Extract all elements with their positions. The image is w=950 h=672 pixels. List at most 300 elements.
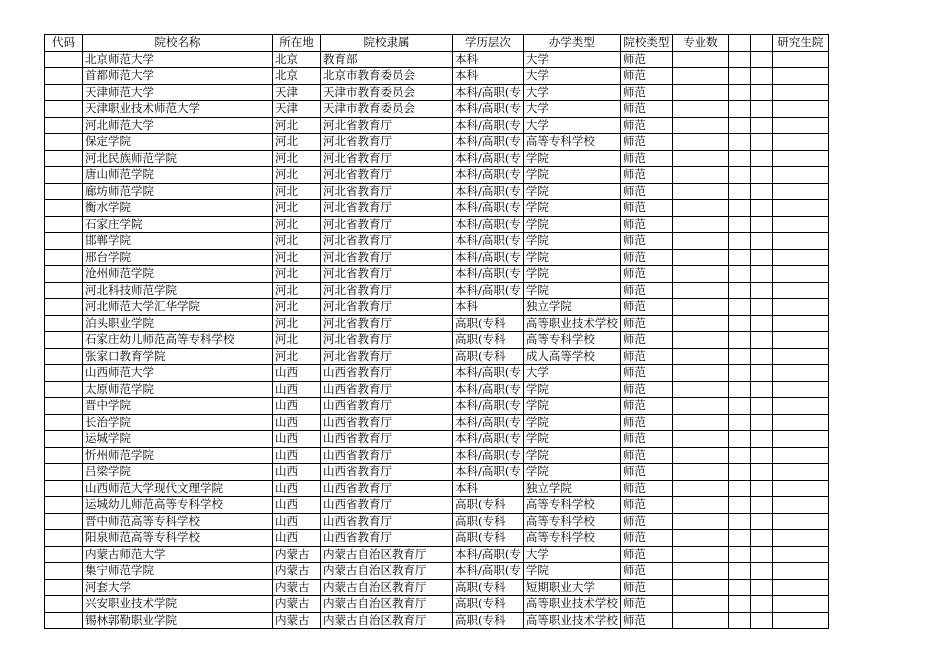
table-cell[interactable] <box>273 332 321 349</box>
table-cell[interactable] <box>750 365 772 382</box>
table-cell[interactable] <box>672 612 728 629</box>
header-cell[interactable]: 学历层次 <box>453 35 524 52</box>
table-cell[interactable] <box>672 249 728 266</box>
table-cell[interactable] <box>453 150 524 167</box>
table-cell[interactable] <box>453 381 524 398</box>
table-cell[interactable] <box>523 134 620 151</box>
table-cell[interactable] <box>83 546 273 563</box>
table-cell[interactable] <box>772 447 828 464</box>
table-cell[interactable] <box>45 464 83 481</box>
table-cell[interactable] <box>620 266 672 283</box>
header-cell[interactable]: 代码 <box>45 35 83 52</box>
table-cell[interactable] <box>83 101 273 118</box>
table-cell[interactable] <box>672 579 728 596</box>
table-cell[interactable] <box>83 365 273 382</box>
table-cell[interactable] <box>273 464 321 481</box>
table-cell[interactable] <box>523 68 620 85</box>
table-cell[interactable] <box>83 51 273 68</box>
table-cell[interactable] <box>772 68 828 85</box>
table-cell[interactable] <box>321 266 453 283</box>
table-cell[interactable] <box>672 497 728 514</box>
table-cell[interactable] <box>750 183 772 200</box>
table-cell[interactable] <box>523 596 620 613</box>
table-cell[interactable] <box>620 249 672 266</box>
table-cell[interactable] <box>523 101 620 118</box>
table-cell[interactable] <box>523 332 620 349</box>
table-cell[interactable] <box>772 414 828 431</box>
table-cell[interactable] <box>620 150 672 167</box>
table-cell[interactable] <box>321 464 453 481</box>
table-cell[interactable] <box>523 464 620 481</box>
table-cell[interactable] <box>620 381 672 398</box>
table-cell[interactable] <box>620 332 672 349</box>
table-cell[interactable] <box>750 101 772 118</box>
table-cell[interactable] <box>728 365 750 382</box>
table-cell[interactable] <box>672 150 728 167</box>
table-cell[interactable] <box>83 233 273 250</box>
table-cell[interactable] <box>750 398 772 415</box>
table-cell[interactable] <box>273 497 321 514</box>
table-cell[interactable] <box>453 84 524 101</box>
table-cell[interactable] <box>83 398 273 415</box>
table-cell[interactable] <box>523 150 620 167</box>
table-cell[interactable] <box>273 480 321 497</box>
table-cell[interactable] <box>83 84 273 101</box>
table-cell[interactable] <box>750 266 772 283</box>
table-cell[interactable] <box>453 596 524 613</box>
table-cell[interactable] <box>750 134 772 151</box>
table-cell[interactable] <box>273 101 321 118</box>
table-cell[interactable] <box>728 282 750 299</box>
table-cell[interactable] <box>453 497 524 514</box>
table-cell[interactable] <box>273 183 321 200</box>
table-cell[interactable] <box>672 134 728 151</box>
table-cell[interactable] <box>83 530 273 547</box>
table-cell[interactable] <box>453 414 524 431</box>
table-cell[interactable] <box>750 596 772 613</box>
table-cell[interactable] <box>728 315 750 332</box>
table-cell[interactable] <box>750 282 772 299</box>
table-cell[interactable] <box>750 447 772 464</box>
table-cell[interactable] <box>672 68 728 85</box>
table-cell[interactable] <box>523 546 620 563</box>
table-cell[interactable] <box>273 315 321 332</box>
table-cell[interactable] <box>453 563 524 580</box>
table-cell[interactable] <box>620 398 672 415</box>
table-cell[interactable] <box>273 513 321 530</box>
table-cell[interactable] <box>523 381 620 398</box>
table-cell[interactable] <box>523 200 620 217</box>
table-cell[interactable] <box>45 266 83 283</box>
table-cell[interactable] <box>620 612 672 629</box>
table-cell[interactable] <box>728 68 750 85</box>
table-cell[interactable] <box>523 563 620 580</box>
table-cell[interactable] <box>321 530 453 547</box>
header-cell[interactable]: 研究生院 <box>772 35 828 52</box>
table-cell[interactable] <box>321 51 453 68</box>
table-cell[interactable] <box>45 200 83 217</box>
table-cell[interactable] <box>728 398 750 415</box>
table-cell[interactable] <box>672 365 728 382</box>
table-cell[interactable] <box>772 398 828 415</box>
table-cell[interactable] <box>728 579 750 596</box>
table-cell[interactable] <box>772 134 828 151</box>
table-cell[interactable] <box>750 381 772 398</box>
table-cell[interactable] <box>620 200 672 217</box>
table-cell[interactable] <box>728 150 750 167</box>
table-cell[interactable] <box>620 348 672 365</box>
table-cell[interactable] <box>45 150 83 167</box>
table-cell[interactable] <box>772 101 828 118</box>
table-cell[interactable] <box>772 332 828 349</box>
table-cell[interactable] <box>523 612 620 629</box>
table-cell[interactable] <box>45 68 83 85</box>
table-cell[interactable] <box>45 513 83 530</box>
header-cell[interactable]: 院校名称 <box>83 35 273 52</box>
table-cell[interactable] <box>620 167 672 184</box>
table-cell[interactable] <box>523 84 620 101</box>
table-cell[interactable] <box>672 233 728 250</box>
table-cell[interactable] <box>453 398 524 415</box>
table-cell[interactable] <box>321 332 453 349</box>
table-cell[interactable] <box>728 51 750 68</box>
table-cell[interactable] <box>772 612 828 629</box>
table-cell[interactable] <box>83 332 273 349</box>
table-cell[interactable] <box>453 134 524 151</box>
table-cell[interactable] <box>728 101 750 118</box>
table-cell[interactable] <box>273 233 321 250</box>
table-cell[interactable] <box>321 216 453 233</box>
table-cell[interactable] <box>620 183 672 200</box>
table-cell[interactable] <box>523 266 620 283</box>
table-cell[interactable] <box>750 299 772 316</box>
table-cell[interactable] <box>728 249 750 266</box>
table-cell[interactable] <box>273 68 321 85</box>
table-cell[interactable] <box>321 233 453 250</box>
table-cell[interactable] <box>728 332 750 349</box>
table-cell[interactable] <box>772 563 828 580</box>
table-cell[interactable] <box>523 480 620 497</box>
table-cell[interactable] <box>273 282 321 299</box>
table-cell[interactable] <box>620 117 672 134</box>
table-cell[interactable] <box>750 464 772 481</box>
table-cell[interactable] <box>453 117 524 134</box>
header-cell[interactable]: 办学类型 <box>523 35 620 52</box>
table-cell[interactable] <box>672 398 728 415</box>
table-cell[interactable] <box>750 249 772 266</box>
table-cell[interactable] <box>772 216 828 233</box>
table-cell[interactable] <box>772 51 828 68</box>
table-cell[interactable] <box>750 348 772 365</box>
table-cell[interactable] <box>672 299 728 316</box>
table-cell[interactable] <box>83 513 273 530</box>
table-cell[interactable] <box>83 282 273 299</box>
table-cell[interactable] <box>672 596 728 613</box>
table-cell[interactable] <box>523 530 620 547</box>
table-cell[interactable] <box>453 266 524 283</box>
table-cell[interactable] <box>453 249 524 266</box>
table-cell[interactable] <box>620 134 672 151</box>
table-cell[interactable] <box>523 299 620 316</box>
table-cell[interactable] <box>453 216 524 233</box>
table-cell[interactable] <box>523 117 620 134</box>
table-cell[interactable] <box>453 579 524 596</box>
table-cell[interactable] <box>83 134 273 151</box>
table-cell[interactable] <box>523 414 620 431</box>
table-cell[interactable] <box>672 216 728 233</box>
header-cell[interactable]: 院校隶属 <box>321 35 453 52</box>
table-cell[interactable] <box>672 84 728 101</box>
table-cell[interactable] <box>620 216 672 233</box>
table-cell[interactable] <box>45 365 83 382</box>
table-cell[interactable] <box>273 216 321 233</box>
table-cell[interactable] <box>453 167 524 184</box>
header-cell[interactable]: 专业数 <box>672 35 728 52</box>
table-cell[interactable] <box>45 447 83 464</box>
table-cell[interactable] <box>672 530 728 547</box>
table-cell[interactable] <box>620 315 672 332</box>
table-cell[interactable] <box>453 51 524 68</box>
table-cell[interactable] <box>772 150 828 167</box>
table-cell[interactable] <box>321 200 453 217</box>
table-cell[interactable] <box>772 530 828 547</box>
table-cell[interactable] <box>321 381 453 398</box>
table-cell[interactable] <box>321 315 453 332</box>
table-cell[interactable] <box>728 497 750 514</box>
table-cell[interactable] <box>273 200 321 217</box>
table-cell[interactable] <box>728 480 750 497</box>
table-cell[interactable] <box>45 612 83 629</box>
table-cell[interactable] <box>750 200 772 217</box>
table-cell[interactable] <box>453 315 524 332</box>
table-cell[interactable] <box>45 332 83 349</box>
table-cell[interactable] <box>772 249 828 266</box>
table-cell[interactable] <box>750 546 772 563</box>
table-cell[interactable] <box>523 249 620 266</box>
table-cell[interactable] <box>620 447 672 464</box>
table-cell[interactable] <box>672 332 728 349</box>
header-cell[interactable] <box>750 35 772 52</box>
table-cell[interactable] <box>273 431 321 448</box>
table-cell[interactable] <box>273 150 321 167</box>
table-cell[interactable] <box>728 447 750 464</box>
table-cell[interactable] <box>45 563 83 580</box>
table-cell[interactable] <box>672 101 728 118</box>
table-cell[interactable] <box>728 299 750 316</box>
table-cell[interactable] <box>45 84 83 101</box>
table-cell[interactable] <box>728 216 750 233</box>
table-cell[interactable] <box>453 348 524 365</box>
table-cell[interactable] <box>83 414 273 431</box>
table-cell[interactable] <box>728 464 750 481</box>
table-cell[interactable] <box>672 563 728 580</box>
table-cell[interactable] <box>750 68 772 85</box>
table-cell[interactable] <box>772 299 828 316</box>
table-cell[interactable] <box>672 167 728 184</box>
table-cell[interactable] <box>750 563 772 580</box>
table-cell[interactable] <box>672 51 728 68</box>
table-cell[interactable] <box>273 596 321 613</box>
table-cell[interactable] <box>750 332 772 349</box>
table-cell[interactable] <box>728 596 750 613</box>
table-cell[interactable] <box>523 497 620 514</box>
table-cell[interactable] <box>453 612 524 629</box>
table-cell[interactable] <box>620 480 672 497</box>
table-cell[interactable] <box>772 266 828 283</box>
table-cell[interactable] <box>453 282 524 299</box>
table-cell[interactable] <box>273 348 321 365</box>
table-cell[interactable] <box>750 51 772 68</box>
table-cell[interactable] <box>83 117 273 134</box>
table-cell[interactable] <box>45 183 83 200</box>
table-cell[interactable] <box>83 150 273 167</box>
table-cell[interactable] <box>453 183 524 200</box>
table-cell[interactable] <box>750 513 772 530</box>
table-cell[interactable] <box>321 579 453 596</box>
table-cell[interactable] <box>672 414 728 431</box>
table-cell[interactable] <box>672 480 728 497</box>
table-cell[interactable] <box>728 183 750 200</box>
table-cell[interactable] <box>273 167 321 184</box>
table-cell[interactable] <box>772 579 828 596</box>
table-cell[interactable] <box>321 546 453 563</box>
table-cell[interactable] <box>620 596 672 613</box>
table-cell[interactable] <box>45 299 83 316</box>
table-cell[interactable] <box>321 348 453 365</box>
table-cell[interactable] <box>523 216 620 233</box>
table-cell[interactable] <box>321 398 453 415</box>
table-cell[interactable] <box>453 431 524 448</box>
table-cell[interactable] <box>728 84 750 101</box>
table-cell[interactable] <box>772 513 828 530</box>
table-cell[interactable] <box>453 233 524 250</box>
table-cell[interactable] <box>273 530 321 547</box>
table-cell[interactable] <box>728 414 750 431</box>
table-cell[interactable] <box>772 167 828 184</box>
table-cell[interactable] <box>672 381 728 398</box>
table-cell[interactable] <box>523 398 620 415</box>
table-cell[interactable] <box>273 447 321 464</box>
table-cell[interactable] <box>772 365 828 382</box>
table-cell[interactable] <box>45 51 83 68</box>
table-cell[interactable] <box>523 315 620 332</box>
table-cell[interactable] <box>273 414 321 431</box>
table-cell[interactable] <box>83 563 273 580</box>
table-cell[interactable] <box>453 365 524 382</box>
table-cell[interactable] <box>83 249 273 266</box>
table-cell[interactable] <box>321 183 453 200</box>
table-cell[interactable] <box>772 183 828 200</box>
table-cell[interactable] <box>453 546 524 563</box>
table-cell[interactable] <box>772 282 828 299</box>
table-cell[interactable] <box>83 447 273 464</box>
table-cell[interactable] <box>620 546 672 563</box>
table-cell[interactable] <box>83 315 273 332</box>
table-cell[interactable] <box>672 266 728 283</box>
table-cell[interactable] <box>620 233 672 250</box>
table-cell[interactable] <box>45 398 83 415</box>
table-cell[interactable] <box>620 282 672 299</box>
table-cell[interactable] <box>672 200 728 217</box>
table-cell[interactable] <box>620 563 672 580</box>
table-cell[interactable] <box>750 497 772 514</box>
table-cell[interactable] <box>728 612 750 629</box>
table-cell[interactable] <box>750 612 772 629</box>
table-cell[interactable] <box>83 266 273 283</box>
table-cell[interactable] <box>728 546 750 563</box>
table-cell[interactable] <box>620 414 672 431</box>
table-cell[interactable] <box>45 497 83 514</box>
table-cell[interactable] <box>45 530 83 547</box>
table-cell[interactable] <box>672 464 728 481</box>
table-cell[interactable] <box>273 546 321 563</box>
table-cell[interactable] <box>728 266 750 283</box>
table-cell[interactable] <box>83 612 273 629</box>
table-cell[interactable] <box>523 183 620 200</box>
table-cell[interactable] <box>728 381 750 398</box>
table-cell[interactable] <box>453 299 524 316</box>
table-cell[interactable] <box>45 579 83 596</box>
table-cell[interactable] <box>772 546 828 563</box>
table-cell[interactable] <box>523 282 620 299</box>
table-cell[interactable] <box>321 431 453 448</box>
table-cell[interactable] <box>620 51 672 68</box>
table-cell[interactable] <box>321 117 453 134</box>
table-cell[interactable] <box>672 513 728 530</box>
table-cell[interactable] <box>45 282 83 299</box>
table-cell[interactable] <box>453 530 524 547</box>
table-cell[interactable] <box>83 464 273 481</box>
table-cell[interactable] <box>321 167 453 184</box>
table-cell[interactable] <box>750 480 772 497</box>
table-cell[interactable] <box>772 596 828 613</box>
table-cell[interactable] <box>453 101 524 118</box>
table-cell[interactable] <box>620 101 672 118</box>
header-cell[interactable]: 所在地 <box>273 35 321 52</box>
table-cell[interactable] <box>273 612 321 629</box>
table-cell[interactable] <box>523 513 620 530</box>
table-cell[interactable] <box>672 348 728 365</box>
table-cell[interactable] <box>728 200 750 217</box>
table-cell[interactable] <box>45 348 83 365</box>
table-cell[interactable] <box>45 249 83 266</box>
table-cell[interactable] <box>620 68 672 85</box>
table-cell[interactable] <box>83 431 273 448</box>
table-cell[interactable] <box>321 513 453 530</box>
table-cell[interactable] <box>45 167 83 184</box>
table-cell[interactable] <box>321 282 453 299</box>
table-cell[interactable] <box>672 546 728 563</box>
table-cell[interactable] <box>321 299 453 316</box>
table-cell[interactable] <box>523 431 620 448</box>
table-cell[interactable] <box>728 513 750 530</box>
table-cell[interactable] <box>83 348 273 365</box>
table-cell[interactable] <box>523 167 620 184</box>
table-cell[interactable] <box>620 464 672 481</box>
table-cell[interactable] <box>273 117 321 134</box>
table-cell[interactable] <box>45 101 83 118</box>
table-cell[interactable] <box>45 480 83 497</box>
table-cell[interactable] <box>83 200 273 217</box>
table-cell[interactable] <box>45 233 83 250</box>
table-cell[interactable] <box>728 530 750 547</box>
table-cell[interactable] <box>750 315 772 332</box>
table-cell[interactable] <box>83 579 273 596</box>
table-cell[interactable] <box>672 447 728 464</box>
table-cell[interactable] <box>620 530 672 547</box>
table-cell[interactable] <box>273 84 321 101</box>
table-cell[interactable] <box>750 431 772 448</box>
